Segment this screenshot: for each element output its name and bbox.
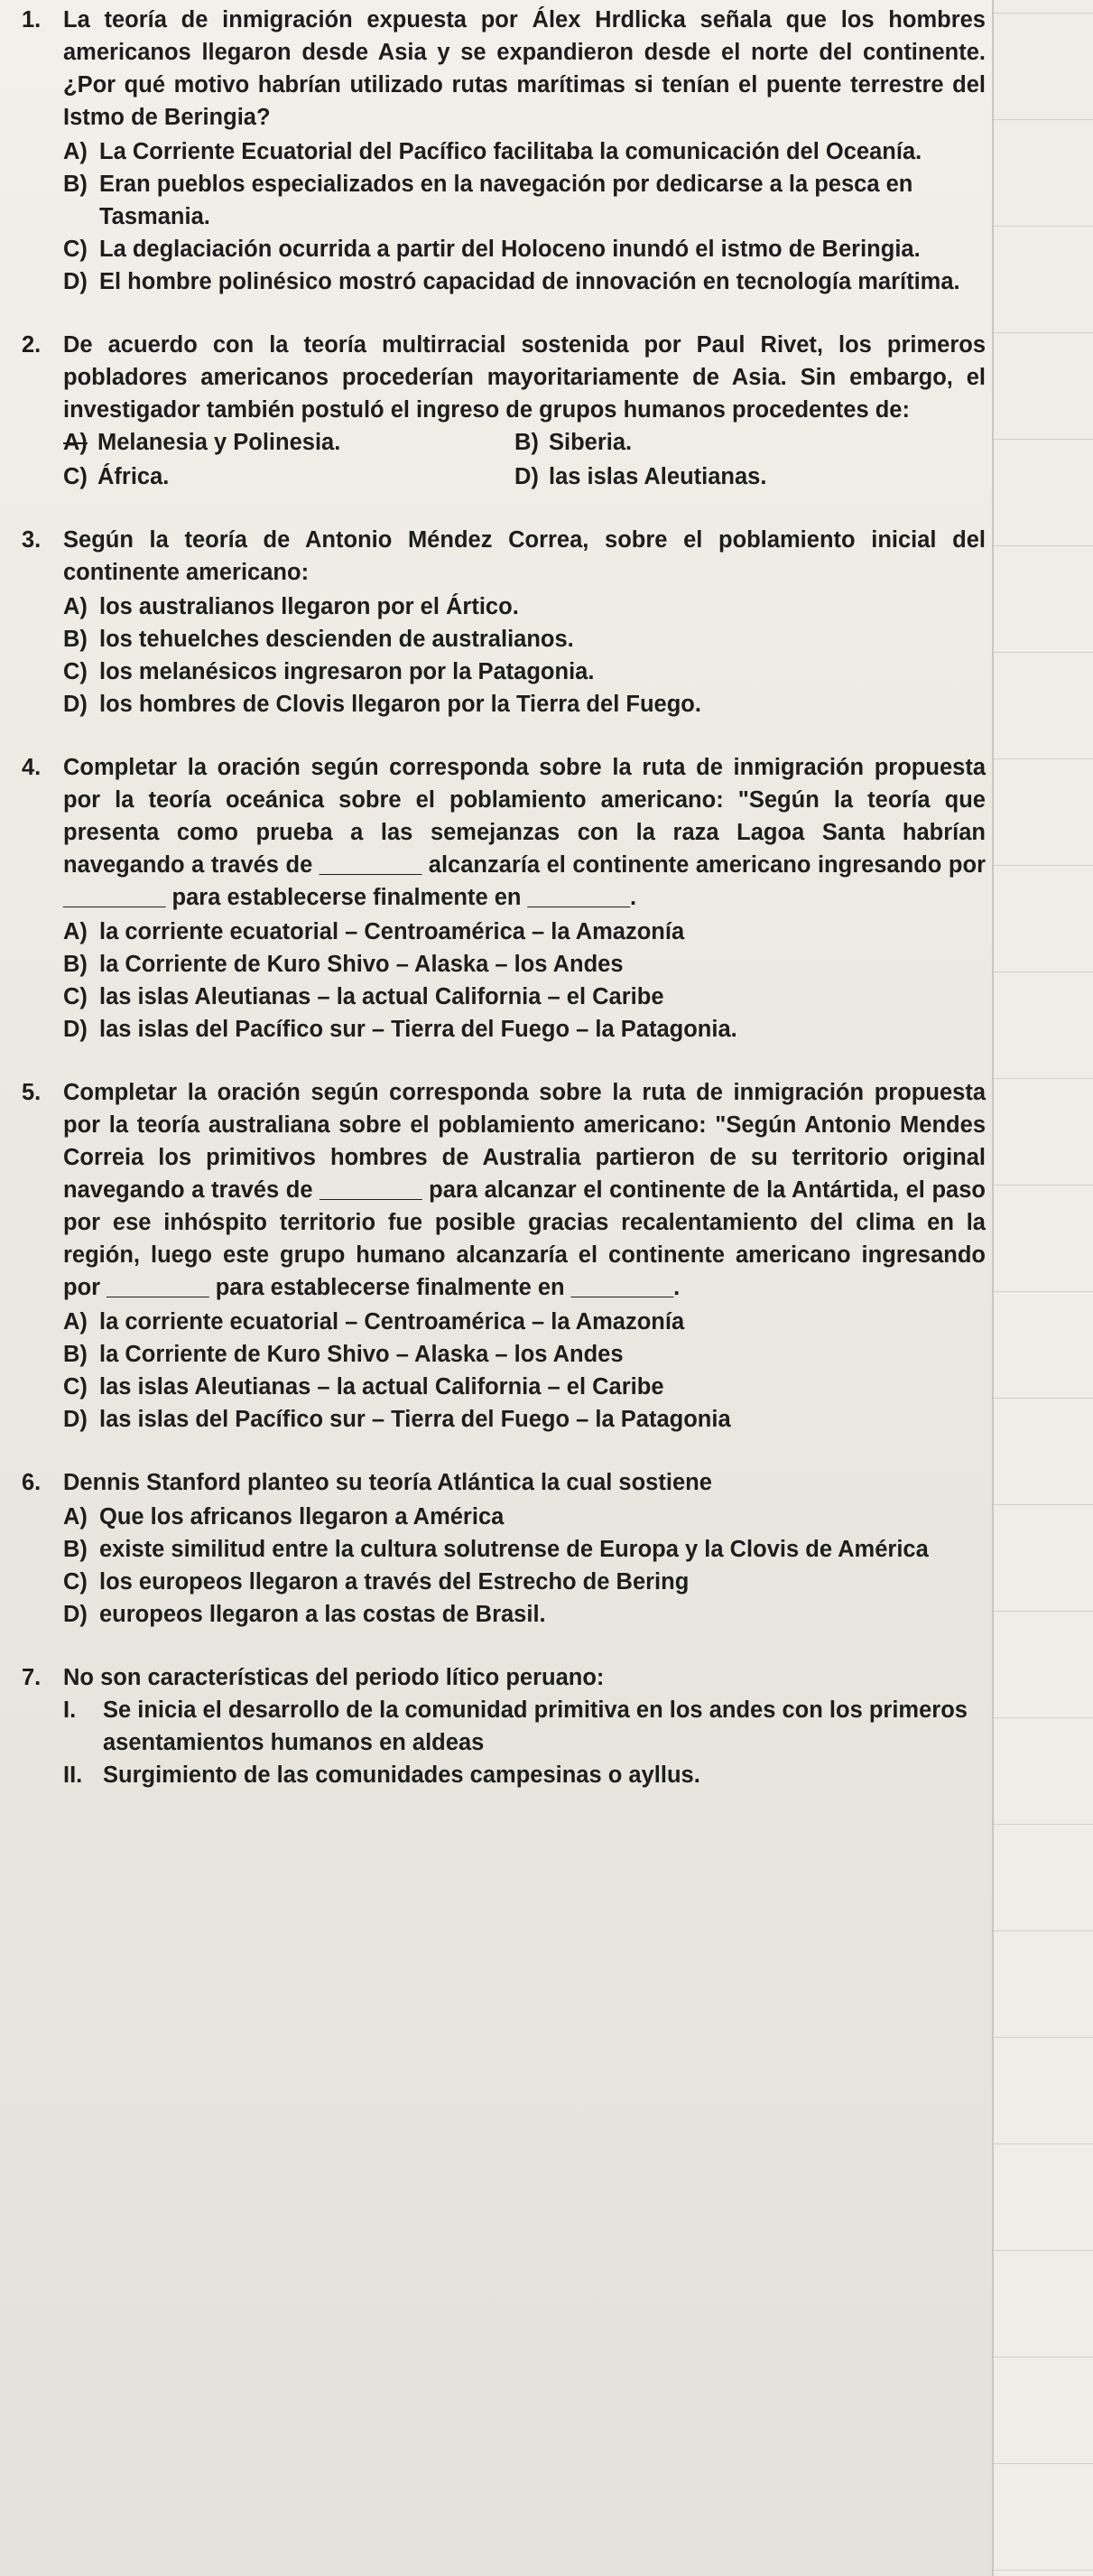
option-text: África. xyxy=(97,464,170,489)
statement-numeral: I. xyxy=(63,1697,77,1723)
margin-rule xyxy=(994,1930,1093,1931)
option-letter: C) xyxy=(63,984,88,1009)
question-text: Según la teoría de Antonio Méndez Correa, sobre el poblamiento inicial del continente americano: xyxy=(63,527,986,585)
option-d[interactable] xyxy=(514,460,966,493)
question-6 xyxy=(22,1466,986,1631)
option-letter: A) xyxy=(63,1504,88,1530)
option-letter: A) xyxy=(63,919,88,944)
question-number: 3. xyxy=(22,527,42,553)
option-b[interactable] xyxy=(514,426,966,459)
option-letter: C) xyxy=(63,464,88,489)
margin-rule xyxy=(994,1078,1093,1079)
option-a[interactable] xyxy=(63,591,986,623)
option-c[interactable] xyxy=(63,460,514,493)
question-2 xyxy=(22,329,986,493)
margin-rule xyxy=(994,1398,1093,1399)
option-letter: A) xyxy=(63,139,88,164)
question-number: 6. xyxy=(22,1470,42,1495)
notebook-margin xyxy=(992,0,1093,2576)
option-d[interactable] xyxy=(63,1598,986,1631)
option-text: la Corriente de Kuro Shivo – Alaska – los Andes xyxy=(99,1342,624,1367)
question-7 xyxy=(22,1661,986,1791)
option-text: las islas del Pacífico sur – Tierra del Fuego – la Patagonia xyxy=(99,1407,731,1432)
margin-rule xyxy=(994,226,1093,227)
question-number: 7. xyxy=(22,1665,42,1690)
question-number: 4. xyxy=(22,755,42,780)
question-number: 1. xyxy=(22,7,42,33)
margin-rule xyxy=(994,1824,1093,1825)
question-text: La teoría de inmigración expuesta por Álex Hrdlicka señala que los hombres americanos llegaron desde Asia y se expandieron desde el norte del continente. ¿Por qué motivo habrían utilizado rutas marítimas si tenían el puente terrestre del Istmo de Beringia? xyxy=(63,7,986,130)
margin-rule xyxy=(994,1611,1093,1612)
question-number: 5. xyxy=(22,1080,42,1105)
question-text: De acuerdo con la teoría multirracial sostenida por Paul Rivet, los primeros pobladores americanos procederían mayoritariamente de Asia. Sin embargo, el investigador también postuló el ingreso de grupos humanos procedentes de: xyxy=(63,332,986,423)
option-a[interactable] xyxy=(63,426,514,459)
question-text: Completar la oración según corresponda sobre la ruta de inmigración propuesta por la teoría australiana sobre el poblamiento americano: "Según Antonio Mendes Correia los primitivos hombres de Australia partieron de su territorio original navegando a través de ________ para alcanzar el continente de la Antártida, el paso por ese inhóspito territorio fue posible gracias recalentamiento del clima en la región, luego este grupo humano alcanzaría el continente americano ingresando por ________ para establecerse finalmente en ________. xyxy=(63,1080,986,1300)
option-letter: D) xyxy=(63,692,88,717)
margin-rule xyxy=(994,758,1093,759)
option-text: La deglaciación ocurrida a partir del Holoceno inundó el istmo de Beringia. xyxy=(99,237,921,262)
option-letter: B) xyxy=(63,172,88,197)
option-letter: C) xyxy=(63,659,88,684)
option-text: las islas Aleutianas – la actual California – el Caribe xyxy=(99,1374,664,1400)
option-letter: B) xyxy=(63,952,88,977)
option-b[interactable] xyxy=(63,1338,986,1371)
margin-rule xyxy=(994,119,1093,120)
option-letter: D) xyxy=(63,1017,88,1042)
option-b[interactable] xyxy=(63,623,986,656)
option-letter: D) xyxy=(514,464,539,489)
option-text: la Corriente de Kuro Shivo – Alaska – los Andes xyxy=(99,952,624,977)
margin-rule xyxy=(994,1185,1093,1186)
question-5 xyxy=(22,1076,986,1436)
option-c[interactable] xyxy=(63,233,986,265)
option-text: Siberia. xyxy=(549,430,633,455)
option-text: La Corriente Ecuatorial del Pacífico facilitaba la comunicación del Oceanía. xyxy=(99,139,922,164)
margin-rule xyxy=(994,545,1093,546)
option-letter: C) xyxy=(63,1569,88,1595)
question-text: Completar la oración según corresponda sobre la ruta de inmigración propuesta por la teoría oceánica sobre el poblamiento americano: "Según la teoría que presenta como prueba a las semejanzas con la raza Lagoa Santa habrían navegando a través de ________ alcanzaría el continente americano ingresando por ________ para establecerse finalmente en ________. xyxy=(63,755,986,910)
option-text: los tehuelches descienden de australianos. xyxy=(99,627,574,652)
option-text: los australianos llegaron por el Ártico. xyxy=(99,594,519,619)
question-4 xyxy=(22,751,986,1046)
statement-i xyxy=(63,1694,986,1759)
option-c[interactable] xyxy=(63,1371,986,1403)
option-c[interactable] xyxy=(63,656,986,688)
option-text: Melanesia y Polinesia. xyxy=(97,430,341,455)
option-a[interactable] xyxy=(63,916,986,948)
question-text: No son características del periodo lítico peruano: xyxy=(63,1665,605,1690)
option-d[interactable] xyxy=(63,688,986,721)
option-letter: B) xyxy=(63,1537,88,1562)
option-text: europeos llegaron a las costas de Brasil. xyxy=(99,1602,546,1627)
margin-rule xyxy=(994,865,1093,866)
option-c[interactable] xyxy=(63,1566,986,1598)
option-letter: C) xyxy=(63,1374,88,1400)
option-c[interactable] xyxy=(63,981,986,1013)
margin-rule xyxy=(994,1504,1093,1505)
option-text: la corriente ecuatorial – Centroamérica – la Amazonía xyxy=(99,1309,685,1334)
margin-rule xyxy=(994,2250,1093,2251)
option-d[interactable] xyxy=(63,1013,986,1046)
question-3 xyxy=(22,524,986,721)
option-letter: D) xyxy=(63,1602,88,1627)
option-letter: D) xyxy=(63,269,88,294)
margin-rule xyxy=(994,2570,1093,2571)
option-a[interactable] xyxy=(63,135,986,168)
question-number: 2. xyxy=(22,332,42,358)
option-text: los melanésicos ingresaron por la Patagonia. xyxy=(99,659,595,684)
question-list xyxy=(22,4,986,1822)
option-text: los europeos llegaron a través del Estrecho de Bering xyxy=(99,1569,690,1595)
option-b[interactable] xyxy=(63,948,986,981)
statement-ii xyxy=(63,1759,986,1791)
margin-rule xyxy=(994,2463,1093,2464)
question-text: Dennis Stanford planteo su teoría Atlántica la cual sostiene xyxy=(63,1470,712,1495)
statement-text: Se inicia el desarrollo de la comunidad primitiva en los andes con los primeros asentamientos humanos en aldeas xyxy=(103,1697,968,1755)
option-letter: D) xyxy=(63,1407,88,1432)
option-letter: B) xyxy=(514,430,539,455)
option-text: los hombres de Clovis llegaron por la Tierra del Fuego. xyxy=(99,692,701,717)
option-text: la corriente ecuatorial – Centroamérica – la Amazonía xyxy=(99,919,685,944)
option-letter: B) xyxy=(63,1342,88,1367)
option-b[interactable] xyxy=(63,168,986,233)
option-text: existe similitud entre la cultura solutrense de Europa y la Clovis de América xyxy=(99,1537,929,1562)
option-letter: B) xyxy=(63,627,88,652)
option-letter: C) xyxy=(63,237,88,262)
margin-rule xyxy=(994,332,1093,333)
statement-text: Surgimiento de las comunidades campesinas o ayllus. xyxy=(103,1762,700,1788)
option-text: las islas del Pacífico sur – Tierra del Fuego – la Patagonia. xyxy=(99,1017,737,1042)
option-letter-marked: A) xyxy=(63,430,88,455)
margin-rule xyxy=(994,2037,1093,2038)
margin-rule xyxy=(994,652,1093,653)
margin-rule xyxy=(994,1291,1093,1292)
option-d[interactable] xyxy=(63,1403,986,1436)
option-text: las islas Aleutianas – la actual California – el Caribe xyxy=(99,984,664,1009)
question-1 xyxy=(22,4,986,298)
option-a[interactable] xyxy=(63,1306,986,1338)
margin-rule xyxy=(994,1717,1093,1718)
option-d[interactable] xyxy=(63,265,986,298)
option-text: Eran pueblos especializados en la navegación por dedicarse a la pesca en Tasmania. xyxy=(99,172,913,229)
statement-numeral: II. xyxy=(63,1762,83,1788)
option-text: El hombre polinésico mostró capacidad de innovación en tecnología marítima. xyxy=(99,269,960,294)
margin-rule xyxy=(994,13,1093,14)
option-text: Que los africanos llegaron a América xyxy=(99,1504,505,1530)
option-text: las islas Aleutianas. xyxy=(549,464,767,489)
option-b[interactable] xyxy=(63,1533,986,1566)
option-a[interactable] xyxy=(63,1501,986,1533)
option-letter: A) xyxy=(63,594,88,619)
margin-rule xyxy=(994,439,1093,440)
option-letter: A) xyxy=(63,1309,88,1334)
